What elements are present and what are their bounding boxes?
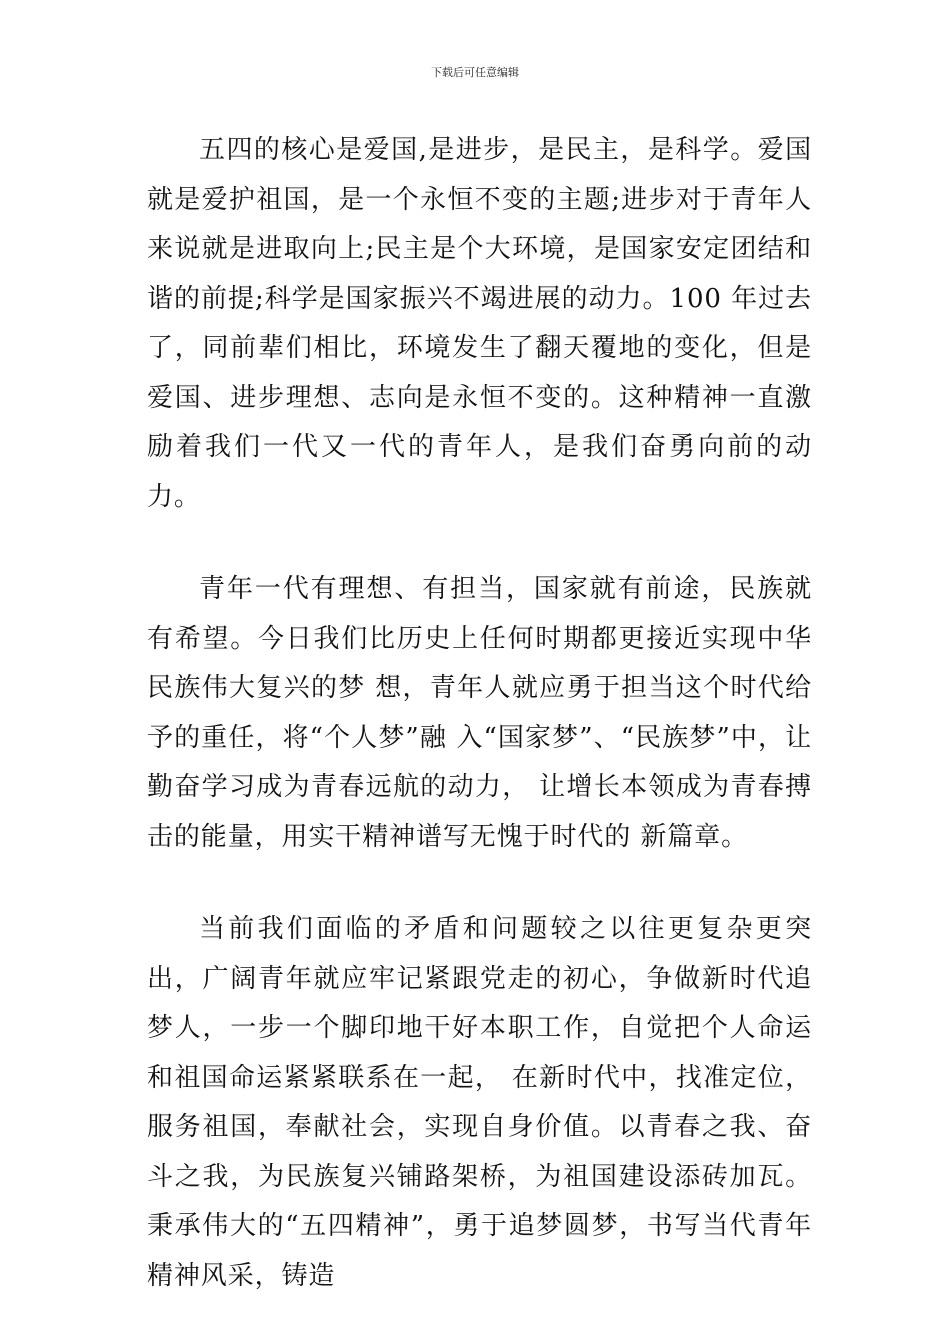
paragraph-1: 五四的核心是爱国,是进步，是民主，是科学。爱国就是爱护祖国，是一个永恒不变的主题;进步对于青年人来说就是进取向上;民主是个大环境，是国家安定团结和谐的前提;科学是国家振兴不竭进展的动力。100 年过去了，同前辈们相比，环境发生了翻天覆地的变化，但是爱国、进步理想、志向是永恒不变的。这种精神一直激励着我们一代又一代的青年人，是我们奋勇向前的动力。 [147,135,812,512]
document-body [147,126,812,1301]
paragraph-2: 青年一代有理想、有担当，国家就有前途，民族就有希望。今日我们比历史上任何时期都更接近实现中华民族伟大复兴的梦 想，青年人就应勇于担当这个时代给予的重任，将“个人梦”融 入“国家梦”、“民族梦”中，让勤奋学习成为青春远航的动力， 让增长本领成为青春搏击的能量，用实干精神谱写无愧于时代的 新篇章。 [147,574,812,852]
page-header: 下载后可任意编辑 [431,66,519,79]
paragraph-3: 当前我们面临的矛盾和问题较之以往更复杂更突出，广阔青年就应牢记紧跟党走的初心，争做新时代追梦人，一步一个脚印地干好本职工作，自觉把个人命运和祖国命运紧紧联系在一起， 在新时代中，找准定位，服务祖国，奉献社会，实现自身价值。以青春之我、奋斗之我，为民族复兴铺路架桥，为祖国建设添砖加瓦。秉承伟大的“五四精神”，勇于追梦圆梦，书写当代青年精神风采，铸造 [147,914,812,1291]
